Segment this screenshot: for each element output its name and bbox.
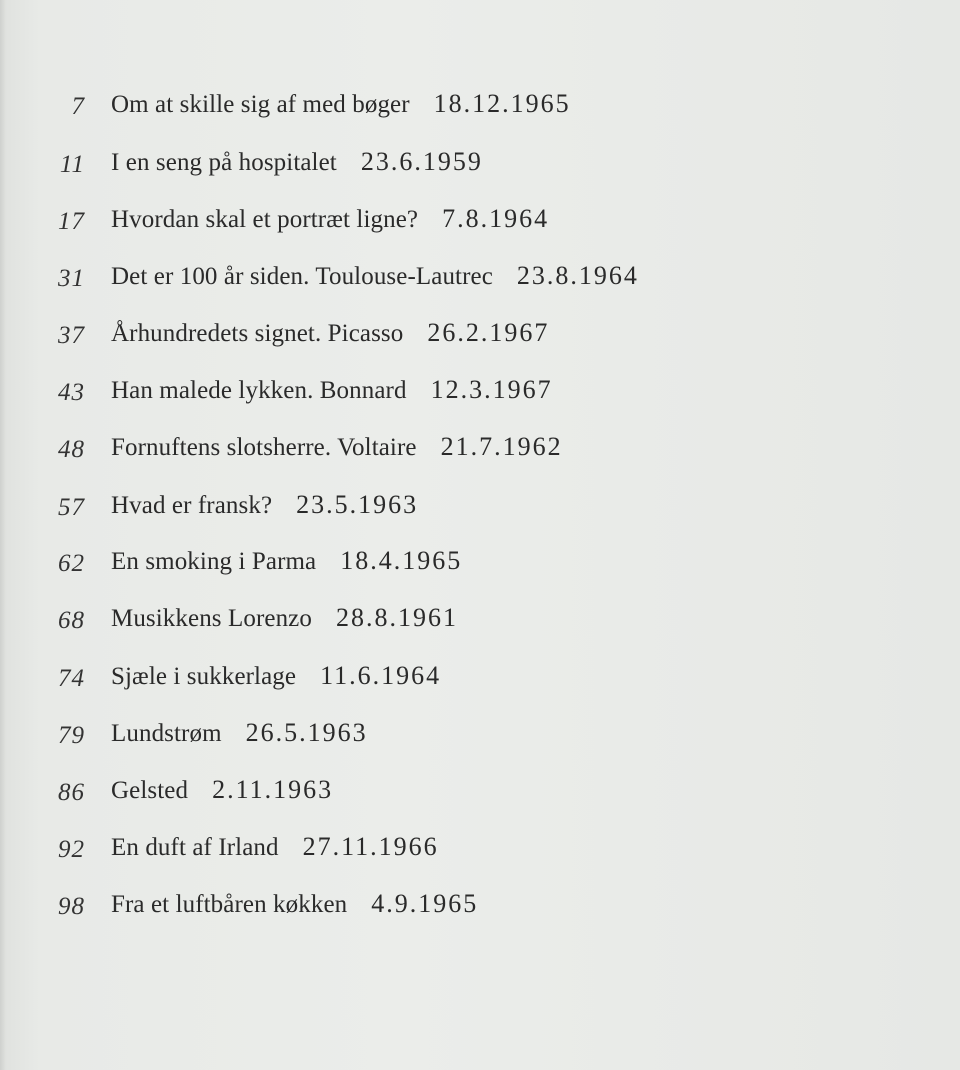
toc-page-number: 48 [58,436,85,463]
toc-entry [0,375,900,415]
toc-entry-date: 12.3.1967 [430,375,553,404]
toc-entry-date: 7.8.1964 [442,204,550,233]
toc-entry-date: 23.6.1959 [360,147,483,176]
toc-entry-text [111,204,549,234]
toc-entry-date: 18.12.1965 [433,89,571,118]
toc-page-number: 17 [58,208,85,235]
toc-entry-date: 21.7.1962 [440,432,563,461]
toc-entry [0,889,900,929]
toc-entry-text [111,546,462,576]
toc-entry-date: 23.5.1963 [296,490,419,519]
toc-entry [0,661,900,701]
toc-entry-text [111,603,458,633]
toc-entry [0,603,900,643]
toc-page-number: 43 [58,379,85,406]
toc-entry-date: 4.9.1965 [371,889,479,918]
toc-entry-title: Musikkens Lorenzo [111,605,312,632]
toc-entry-title: Hvordan skal et portræt ligne? [111,206,419,233]
toc-entry-text [111,147,483,177]
toc-page-number: 68 [58,607,85,634]
toc-entry [0,775,900,815]
toc-entry-title: Fra et luftbåren køkken [111,891,348,918]
toc-entry [0,147,900,187]
toc-entry-text [111,432,563,462]
toc-page-number: 62 [58,550,85,577]
toc-entry [0,718,900,758]
toc-page-number: 74 [58,665,85,692]
toc-entry-text [111,889,478,919]
toc-entry-date: 26.2.1967 [427,318,550,347]
toc-page-number: 37 [58,322,85,349]
toc-entry-date: 11.6.1964 [320,661,442,690]
toc-entry-text [111,775,333,805]
toc-page-number: 57 [58,494,85,521]
toc-entry-title: En duft af Irland [111,834,279,861]
toc-entry [0,546,900,586]
toc-page-number: 31 [58,265,85,292]
toc-entry [0,204,900,244]
toc-entry-text [111,318,549,348]
toc-entry-title: Det er 100 år siden. Toulouse-Lautrec [111,263,493,290]
toc-entry-text [111,718,368,748]
toc-entry-title: Lundstrøm [111,720,222,747]
toc-entry-title: Om at skille sig af med bøger [111,91,410,118]
toc-entry [0,318,900,358]
toc-entry-text [111,89,571,119]
toc-entry-title: Sjæle i sukkerlage [111,663,297,690]
toc-entry-date: 2.11.1963 [212,775,334,804]
toc-entry-text [111,490,418,520]
toc-entry-title: Gelsted [111,777,189,804]
toc-entry-text [111,375,553,405]
toc-page-number: 7 [71,93,85,120]
toc-entry-date: 23.8.1964 [516,261,639,290]
toc-entry-text [111,261,639,291]
toc-page-number: 79 [58,722,85,749]
toc-entry-date: 27.11.1966 [302,832,439,861]
toc-entry-title: Fornuftens slotsherre. Voltaire [111,434,417,461]
toc-entry-title: I en seng på hospitalet [111,149,337,176]
toc-entry-text [111,661,441,691]
toc-entry-date: 28.8.1961 [335,603,458,632]
toc-page-number: 98 [58,893,85,920]
toc-entry [0,89,900,129]
toc-page-number: 86 [58,779,85,806]
toc-page-number: 92 [58,836,85,863]
toc-entry-title: Århundredets signet. Picasso [111,320,404,347]
toc-entry-date: 18.4.1965 [340,546,463,575]
toc-entry-title: En smoking i Parma [111,548,317,575]
toc-entry [0,432,900,472]
toc-entry [0,490,900,530]
toc-entry-title: Han malede lykken. Bonnard [111,377,407,404]
toc-entry [0,832,900,872]
toc-entry-title: Hvad er fransk? [111,492,273,519]
toc-entry-date: 26.5.1963 [245,718,368,747]
toc-page-number: 11 [59,151,85,178]
toc-entry [0,261,900,301]
toc-entry-text [111,832,439,862]
